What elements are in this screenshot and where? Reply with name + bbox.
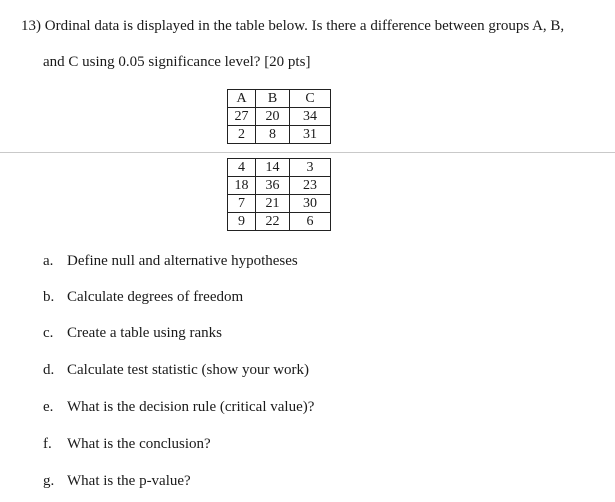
data-table-bottom [227,158,331,231]
table-cell: 9 [228,213,256,231]
table-row [228,177,331,195]
table-cell: 14 [256,159,290,177]
list-marker: g. [43,473,55,489]
list-marker: f. [43,436,52,452]
table-cell: 23 [290,177,331,195]
header-c: C [290,90,331,108]
list-item-text: Create a table using ranks [67,325,222,341]
data-table-top [227,89,331,144]
table-cell: 34 [290,108,331,126]
table-row [228,159,331,177]
table-cell: 30 [290,195,331,213]
list-item-f [43,436,211,453]
list-marker: b. [43,289,55,305]
table-cell: 21 [256,195,290,213]
table-cell: 6 [290,213,331,231]
table-row [228,108,331,126]
table-row [228,126,331,144]
table-row [228,213,331,231]
list-item-c [43,325,222,342]
list-item-text: Calculate test statistic (show your work) [67,362,310,378]
list-item-e [43,399,314,416]
list-marker: e. [43,399,54,415]
table-cell: 22 [256,213,290,231]
table-cell: 3 [290,159,331,177]
table-cell: 8 [256,126,290,144]
list-item-text: What is the p-value? [67,473,191,489]
table-row [228,195,331,213]
table-cell: 31 [290,126,331,144]
list-item-d [43,362,309,379]
list-marker: c. [43,325,54,341]
table-cell: 2 [228,126,256,144]
question-line-2: and C using 0.05 significance level? [20 pts] [43,54,311,70]
table-header-row [228,90,331,108]
header-b: B [256,90,290,108]
list-marker: a. [43,253,54,269]
list-item-a [43,253,298,270]
question-line-1: 13) Ordinal data is displayed in the table below. Is there a difference between groups A, B, [21,18,565,34]
table-cell: 18 [228,177,256,195]
header-a: A [228,90,256,108]
list-marker: d. [43,362,55,378]
table-cell: 20 [256,108,290,126]
table-cell: 36 [256,177,290,195]
list-item-b [43,289,243,306]
list-item-text: Define null and alternative hypotheses [67,253,298,269]
list-item-g [43,473,191,490]
list-item-text: What is the conclusion? [67,436,211,452]
list-item-text: Calculate degrees of freedom [67,289,244,305]
table-cell: 27 [228,108,256,126]
list-item-text: What is the decision rule (critical value)? [67,399,315,415]
table-cell: 4 [228,159,256,177]
page-break-divider [0,152,615,153]
table-cell: 7 [228,195,256,213]
